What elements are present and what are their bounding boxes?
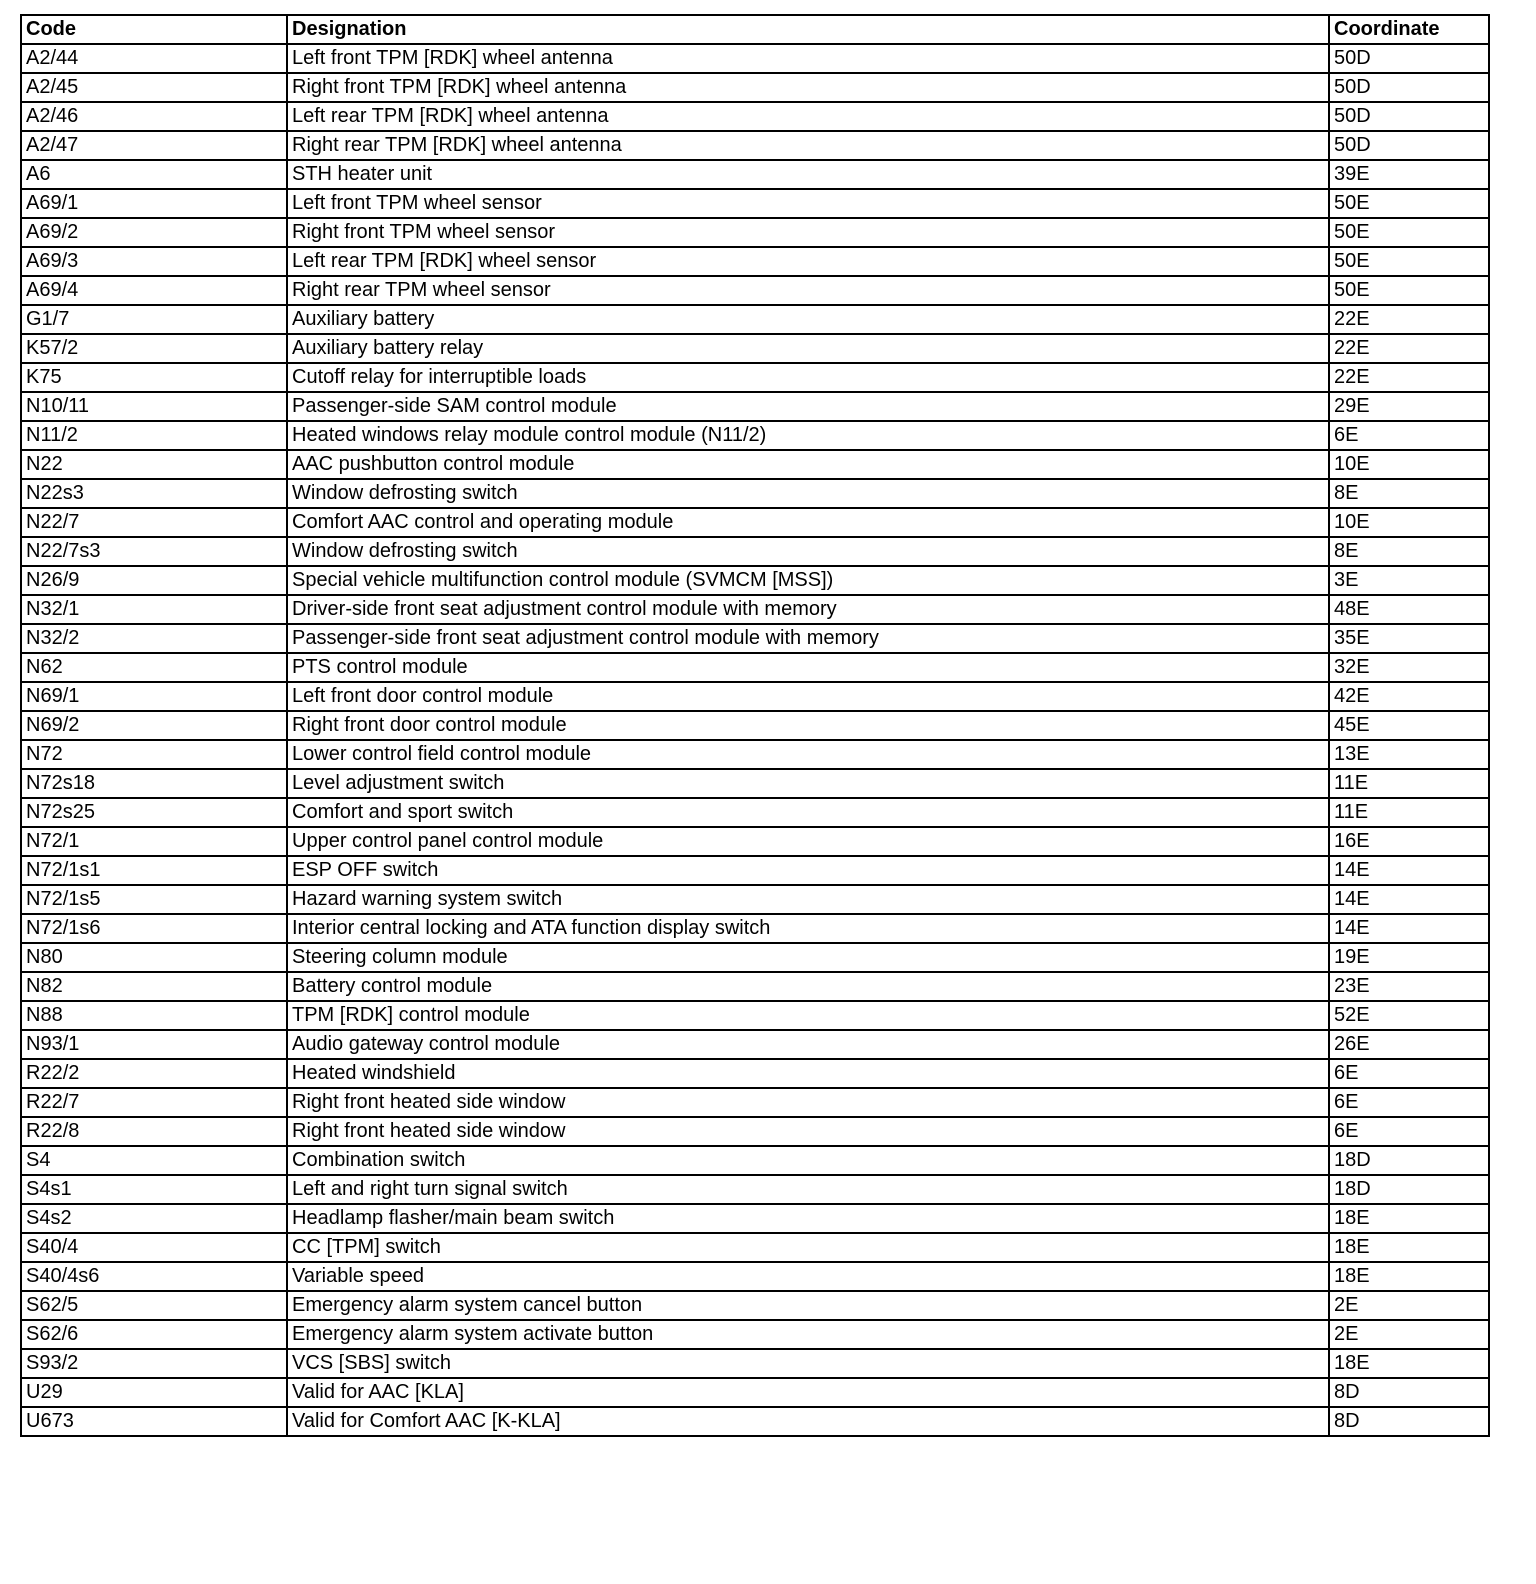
cell-code: K57/2 [21,334,287,363]
cell-coordinate: 8E [1329,479,1489,508]
cell-code: N22s3 [21,479,287,508]
table-row [21,363,1489,392]
cell-coordinate: 8D [1329,1407,1489,1436]
cell-code: S4s1 [21,1175,287,1204]
cell-designation: Battery control module [287,972,1329,1001]
cell-code: R22/7 [21,1088,287,1117]
table-row [21,1001,1489,1030]
cell-coordinate: 6E [1329,1117,1489,1146]
table-row [21,1088,1489,1117]
cell-coordinate: 50E [1329,276,1489,305]
table-row [21,914,1489,943]
cell-designation: Right front TPM wheel sensor [287,218,1329,247]
cell-designation: STH heater unit [287,160,1329,189]
cell-designation: Passenger-side SAM control module [287,392,1329,421]
cell-code: A2/44 [21,44,287,73]
cell-designation: Upper control panel control module [287,827,1329,856]
cell-designation: Audio gateway control module [287,1030,1329,1059]
cell-designation: Comfort and sport switch [287,798,1329,827]
cell-coordinate: 18D [1329,1175,1489,1204]
cell-coordinate: 19E [1329,943,1489,972]
cell-designation: TPM [RDK] control module [287,1001,1329,1030]
cell-code: N80 [21,943,287,972]
cell-coordinate: 10E [1329,450,1489,479]
cell-coordinate: 8E [1329,537,1489,566]
cell-designation: Valid for AAC [KLA] [287,1378,1329,1407]
cell-designation: Left front TPM [RDK] wheel antenna [287,44,1329,73]
cell-code: N22/7 [21,508,287,537]
cell-code: N32/1 [21,595,287,624]
cell-coordinate: 29E [1329,392,1489,421]
cell-designation: CC [TPM] switch [287,1233,1329,1262]
cell-designation: Heated windows relay module control module (N11/2) [287,421,1329,450]
table-row [21,1378,1489,1407]
table-row [21,508,1489,537]
table-row [21,740,1489,769]
cell-coordinate: 32E [1329,653,1489,682]
table-row [21,1291,1489,1320]
cell-code: N72/1 [21,827,287,856]
table-row [21,711,1489,740]
table-row [21,682,1489,711]
table-row [21,479,1489,508]
cell-code: N88 [21,1001,287,1030]
cell-code: U673 [21,1407,287,1436]
cell-coordinate: 50E [1329,189,1489,218]
table-row [21,798,1489,827]
cell-code: R22/8 [21,1117,287,1146]
cell-code: N72/1s1 [21,856,287,885]
cell-designation: Lower control field control module [287,740,1329,769]
table-row [21,653,1489,682]
cell-coordinate: 2E [1329,1291,1489,1320]
cell-coordinate: 18D [1329,1146,1489,1175]
table-row [21,189,1489,218]
table-row [21,1175,1489,1204]
table-row [21,1146,1489,1175]
cell-designation: Auxiliary battery [287,305,1329,334]
table-row [21,1349,1489,1378]
cell-code: N10/11 [21,392,287,421]
cell-code: N22/7s3 [21,537,287,566]
component-legend-table [20,14,1490,1437]
cell-code: N26/9 [21,566,287,595]
cell-code: N72/1s5 [21,885,287,914]
cell-code: A69/2 [21,218,287,247]
cell-coordinate: 14E [1329,856,1489,885]
table-row [21,160,1489,189]
cell-code: N72/1s6 [21,914,287,943]
cell-coordinate: 48E [1329,595,1489,624]
header-code: Code [21,15,287,44]
table-row [21,885,1489,914]
cell-coordinate: 23E [1329,972,1489,1001]
cell-designation: Left and right turn signal switch [287,1175,1329,1204]
cell-code: U29 [21,1378,287,1407]
cell-designation: Left front door control module [287,682,1329,711]
cell-code: S4 [21,1146,287,1175]
cell-code: G1/7 [21,305,287,334]
table-row [21,1030,1489,1059]
table-row [21,334,1489,363]
cell-designation: Steering column module [287,943,1329,972]
cell-designation: Heated windshield [287,1059,1329,1088]
cell-designation: Right front TPM [RDK] wheel antenna [287,73,1329,102]
cell-designation: Valid for Comfort AAC [K-KLA] [287,1407,1329,1436]
header-coordinate: Coordinate [1329,15,1489,44]
cell-code: S62/5 [21,1291,287,1320]
table-row [21,624,1489,653]
cell-coordinate: 6E [1329,1059,1489,1088]
cell-designation: Right rear TPM [RDK] wheel antenna [287,131,1329,160]
cell-code: K75 [21,363,287,392]
cell-code: S62/6 [21,1320,287,1349]
cell-coordinate: 45E [1329,711,1489,740]
cell-designation: Passenger-side front seat adjustment control module with memory [287,624,1329,653]
cell-designation: Driver-side front seat adjustment control module with memory [287,595,1329,624]
cell-code: R22/2 [21,1059,287,1088]
cell-designation: Right front heated side window [287,1117,1329,1146]
cell-coordinate: 14E [1329,914,1489,943]
cell-code: N32/2 [21,624,287,653]
table-row [21,421,1489,450]
cell-code: A69/4 [21,276,287,305]
table-row [21,1204,1489,1233]
cell-coordinate: 50D [1329,73,1489,102]
cell-designation: VCS [SBS] switch [287,1349,1329,1378]
cell-designation: Variable speed [287,1262,1329,1291]
table-row [21,537,1489,566]
table-body [21,44,1489,1436]
cell-designation: Special vehicle multifunction control module (SVMCM [MSS]) [287,566,1329,595]
table-row [21,392,1489,421]
cell-designation: Right rear TPM wheel sensor [287,276,1329,305]
cell-designation: ESP OFF switch [287,856,1329,885]
table-row [21,247,1489,276]
cell-coordinate: 50E [1329,247,1489,276]
cell-coordinate: 22E [1329,363,1489,392]
cell-coordinate: 50E [1329,218,1489,247]
table-row [21,276,1489,305]
cell-code: S40/4 [21,1233,287,1262]
cell-designation: Left rear TPM [RDK] wheel antenna [287,102,1329,131]
table-row [21,1407,1489,1436]
cell-code: A69/3 [21,247,287,276]
cell-code: S93/2 [21,1349,287,1378]
cell-designation: AAC pushbutton control module [287,450,1329,479]
cell-designation: Emergency alarm system activate button [287,1320,1329,1349]
table-row [21,73,1489,102]
cell-coordinate: 18E [1329,1349,1489,1378]
table-row [21,566,1489,595]
table-row [21,450,1489,479]
cell-code: A6 [21,160,287,189]
header-designation: Designation [287,15,1329,44]
table-row [21,1059,1489,1088]
table-row [21,1320,1489,1349]
cell-code: N69/2 [21,711,287,740]
cell-coordinate: 18E [1329,1262,1489,1291]
cell-code: N72 [21,740,287,769]
cell-coordinate: 26E [1329,1030,1489,1059]
cell-code: S40/4s6 [21,1262,287,1291]
cell-code: N72s18 [21,769,287,798]
cell-designation: Left rear TPM [RDK] wheel sensor [287,247,1329,276]
cell-coordinate: 22E [1329,334,1489,363]
table-row [21,44,1489,73]
cell-coordinate: 6E [1329,421,1489,450]
cell-coordinate: 13E [1329,740,1489,769]
cell-coordinate: 14E [1329,885,1489,914]
table-row [21,1117,1489,1146]
table-row [21,856,1489,885]
cell-code: N11/2 [21,421,287,450]
cell-designation: Left front TPM wheel sensor [287,189,1329,218]
cell-designation: Emergency alarm system cancel button [287,1291,1329,1320]
cell-code: A2/47 [21,131,287,160]
cell-designation: Right front door control module [287,711,1329,740]
table-row [21,218,1489,247]
cell-coordinate: 18E [1329,1233,1489,1262]
table-row [21,305,1489,334]
cell-code: A2/45 [21,73,287,102]
cell-code: N72s25 [21,798,287,827]
cell-code: A2/46 [21,102,287,131]
cell-coordinate: 39E [1329,160,1489,189]
table-row [21,1233,1489,1262]
cell-code: A69/1 [21,189,287,218]
cell-coordinate: 42E [1329,682,1489,711]
cell-coordinate: 3E [1329,566,1489,595]
cell-designation: Window defrosting switch [287,479,1329,508]
cell-designation: Level adjustment switch [287,769,1329,798]
cell-designation: Window defrosting switch [287,537,1329,566]
header-row [21,15,1489,44]
cell-coordinate: 35E [1329,624,1489,653]
cell-designation: Right front heated side window [287,1088,1329,1117]
cell-designation: Hazard warning system switch [287,885,1329,914]
table-row [21,595,1489,624]
cell-coordinate: 50D [1329,44,1489,73]
cell-designation: Combination switch [287,1146,1329,1175]
cell-coordinate: 16E [1329,827,1489,856]
table-row [21,943,1489,972]
cell-code: N93/1 [21,1030,287,1059]
table-row [21,827,1489,856]
table-row [21,131,1489,160]
cell-coordinate: 6E [1329,1088,1489,1117]
cell-coordinate: 50D [1329,102,1489,131]
cell-coordinate: 11E [1329,769,1489,798]
cell-coordinate: 22E [1329,305,1489,334]
cell-code: S4s2 [21,1204,287,1233]
table-row [21,102,1489,131]
table-row [21,972,1489,1001]
cell-coordinate: 2E [1329,1320,1489,1349]
cell-code: N82 [21,972,287,1001]
cell-designation: Interior central locking and ATA function display switch [287,914,1329,943]
cell-code: N22 [21,450,287,479]
table-row [21,769,1489,798]
cell-coordinate: 11E [1329,798,1489,827]
cell-code: N69/1 [21,682,287,711]
cell-designation: Auxiliary battery relay [287,334,1329,363]
cell-coordinate: 52E [1329,1001,1489,1030]
cell-code: N62 [21,653,287,682]
cell-coordinate: 10E [1329,508,1489,537]
table-header [21,15,1489,44]
cell-coordinate: 18E [1329,1204,1489,1233]
cell-coordinate: 50D [1329,131,1489,160]
cell-designation: Cutoff relay for interruptible loads [287,363,1329,392]
cell-designation: Headlamp flasher/main beam switch [287,1204,1329,1233]
cell-designation: Comfort AAC control and operating module [287,508,1329,537]
cell-coordinate: 8D [1329,1378,1489,1407]
table-row [21,1262,1489,1291]
cell-designation: PTS control module [287,653,1329,682]
